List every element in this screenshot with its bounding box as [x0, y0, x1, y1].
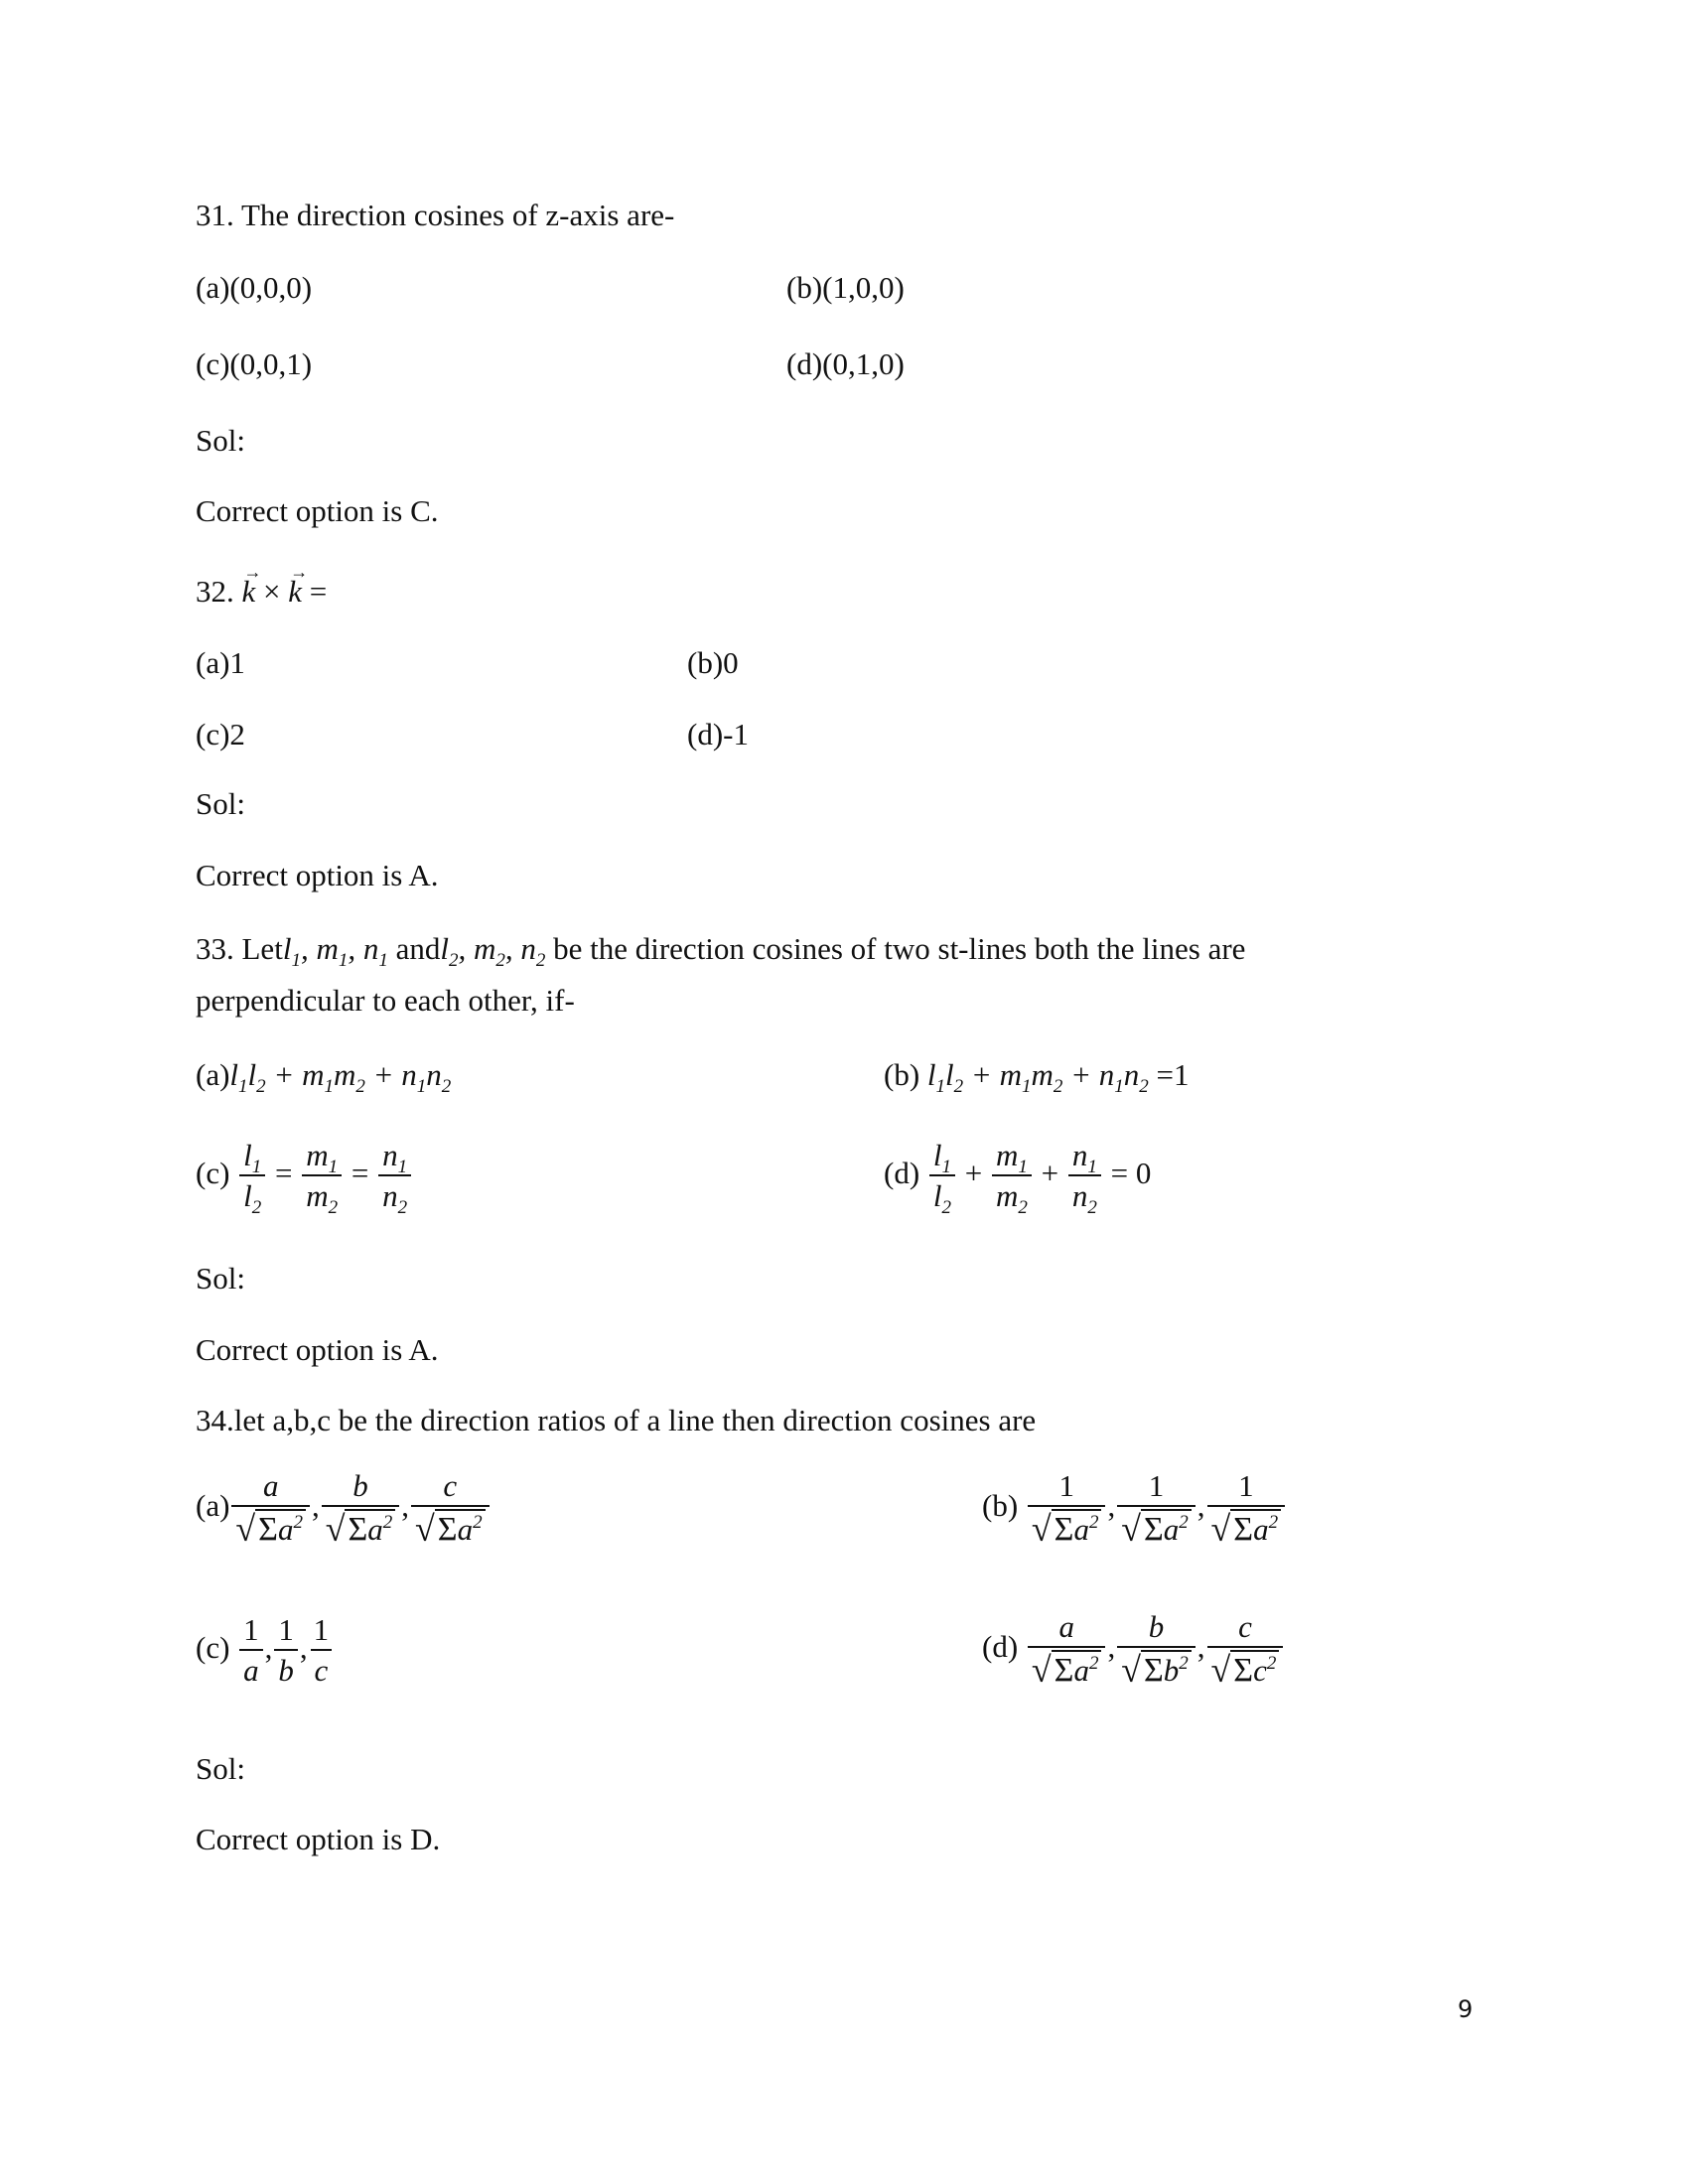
- question-33: [196, 931, 1246, 971]
- question-34: [196, 1403, 1036, 1438]
- vector-k: → k: [288, 574, 302, 610]
- fraction: b √ $\Sigma b^2$: [1117, 1610, 1196, 1690]
- option-value: 1: [229, 645, 245, 680]
- option-d: (d) a √ $\Sigma a^2$ , b √ $\Sigma b^2$ , c √ $\Sigma c^2$: [982, 1610, 1285, 1690]
- sol-label: Sol:: [196, 1751, 245, 1786]
- question-number: 31.: [196, 198, 234, 232]
- question-text: The direction cosines of z-axis are-: [240, 198, 675, 232]
- option-label: (c): [196, 717, 230, 751]
- fraction: $\frac{1}{c}$: [310, 1613, 334, 1689]
- math-l2m2n2: $l_2$, $m_2$, $n_2$: [440, 931, 546, 971]
- option-value: (1,0,0): [822, 270, 905, 305]
- fraction: 1 √ $\Sigma a^2$: [1028, 1469, 1106, 1549]
- option-value: (0,1,0): [822, 346, 905, 381]
- question-text: Let: [241, 931, 283, 966]
- question-31: [196, 198, 674, 233]
- option-c: [196, 346, 312, 382]
- fraction: $\frac{m_1}{m_2}$: [992, 1139, 1032, 1214]
- question-32: [196, 574, 327, 610]
- fraction: $\frac{1}{b}$: [274, 1613, 298, 1689]
- sol-label: Sol:: [196, 1261, 245, 1296]
- option-label: (a): [196, 645, 230, 680]
- option-label: (d): [786, 346, 823, 381]
- option-value: -1: [723, 717, 749, 751]
- option-label: (b): [884, 1057, 920, 1092]
- fraction: $\frac{m_1}{m_2}$: [302, 1139, 342, 1214]
- fraction: a √ $\Sigma a^2$: [231, 1469, 310, 1549]
- option-b: [786, 270, 905, 306]
- fraction: $\frac{n_1}{n_2}$: [1068, 1139, 1101, 1214]
- option-a: [196, 645, 245, 681]
- fraction: 1 √ $\Sigma a^2$: [1207, 1469, 1286, 1549]
- option-value: (0,0,0): [229, 270, 313, 305]
- option-label: (c): [196, 1630, 230, 1666]
- option-label: (d): [884, 1156, 920, 1191]
- option-b: [687, 645, 739, 681]
- question-text: and: [395, 931, 441, 966]
- option-c: (c) $\frac{l_1}{l_2}$ = $\frac{m_1}{m_2}$ = $\frac{n_1}{n_2}$: [196, 1139, 413, 1214]
- option-d: [687, 717, 749, 752]
- option-c: [196, 717, 245, 752]
- option-label: (a): [196, 270, 230, 305]
- option-c: (c) $\frac{1}{a}$ , $\frac{1}{b}$ , $\frac{1}{c}$: [196, 1613, 335, 1689]
- option-math: $l_1l_2 + m_1m_2 + n_1n_2$: [229, 1057, 452, 1097]
- answer-text: Correct option is D.: [196, 1822, 441, 1856]
- question-text: be the direction cosines of two st-lines both the lines are: [553, 931, 1246, 966]
- fraction: $\frac{l_1}{l_2}$: [929, 1139, 955, 1214]
- sol-label: Sol:: [196, 423, 245, 458]
- option-label: (b): [982, 1488, 1019, 1524]
- option-value: (0,0,1): [229, 346, 313, 381]
- page-number: 9: [1458, 1995, 1474, 2023]
- option-a: [196, 270, 312, 306]
- fraction: c √ $\Sigma c^2$: [1207, 1610, 1284, 1690]
- question-number: 34.: [196, 1403, 234, 1437]
- option-label: (b): [687, 645, 724, 680]
- option-b: [884, 1057, 1190, 1097]
- option-a: [196, 1057, 452, 1097]
- sol-label: Sol:: [196, 786, 245, 821]
- question-number: 33.: [196, 931, 234, 966]
- option-math: $l_1l_2 + m_1m_2 + n_1n_2$: [926, 1057, 1149, 1097]
- option-value: 0: [723, 645, 739, 680]
- option-rhs: = 0: [1110, 1156, 1152, 1191]
- option-label: (d): [687, 717, 724, 751]
- answer-text: Correct option is C.: [196, 493, 439, 528]
- option-d: [786, 346, 905, 382]
- option-d: (d) $\frac{l_1}{l_2}$ + $\frac{m_1}{m_2}$ + $\frac{n_1}{n_2}$ = 0: [884, 1138, 1152, 1218]
- option-label: (a): [196, 1057, 230, 1092]
- fraction: c √ $\Sigma a^2$: [411, 1469, 490, 1549]
- vector-k: → k: [242, 574, 256, 610]
- answer-text: Correct option is A.: [196, 1332, 439, 1367]
- option-label: (b): [786, 270, 823, 305]
- option-label: (c): [196, 1156, 230, 1191]
- question-text-line2: perpendicular to each other, if-: [196, 983, 575, 1018]
- option-label: (a): [196, 1488, 230, 1524]
- answer-text: Correct option is A.: [196, 858, 439, 892]
- fraction: b √ $\Sigma a^2$: [322, 1469, 400, 1549]
- question-number: 32.: [196, 574, 234, 609]
- equals-sign: =: [309, 574, 328, 609]
- fraction: $\frac{n_1}{n_2}$: [378, 1139, 411, 1214]
- option-b: (b) 1 √ $\Sigma a^2$ , 1 √ $\Sigma a^2$ , 1 √ $\Sigma a^2$: [982, 1469, 1287, 1549]
- option-a: (a) a √ $\Sigma a^2$ , b √ $\Sigma a^2$ , c √ $\Sigma a^2$: [196, 1469, 492, 1549]
- math-l1m1n1: $l_1$, $m_1$, $n_1$: [282, 931, 388, 971]
- fraction: $\frac{1}{a}$: [239, 1613, 263, 1689]
- option-label: (d): [982, 1629, 1019, 1665]
- fraction: $\frac{l_1}{l_2}$: [239, 1139, 265, 1214]
- cross-operator: ×: [263, 574, 281, 609]
- question-text: let a,b,c be the direction ratios of a line then direction cosines are: [233, 1403, 1037, 1437]
- option-label: (c): [196, 346, 230, 381]
- option-value: 2: [229, 717, 245, 751]
- fraction: 1 √ $\Sigma a^2$: [1117, 1469, 1196, 1549]
- fraction: a √ $\Sigma a^2$: [1028, 1610, 1106, 1690]
- option-rhs: =1: [1156, 1057, 1190, 1092]
